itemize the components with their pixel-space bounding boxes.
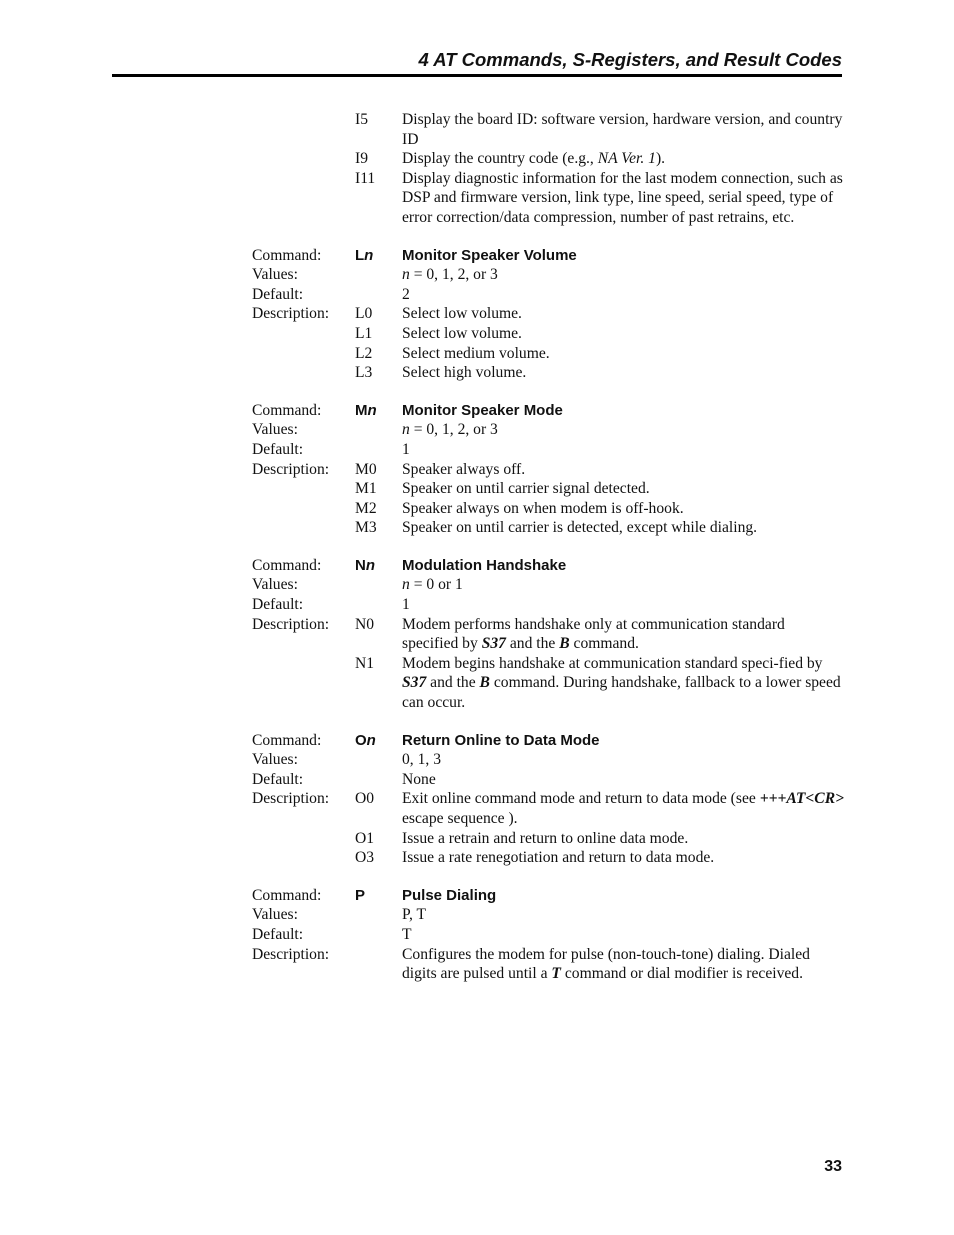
option-text: Display the country code (e.g., NA Ver. 1). [402, 150, 666, 168]
description-label: Description: [252, 790, 330, 808]
default-value: 1 [402, 440, 410, 458]
option-text: Select low volume. [402, 305, 522, 323]
option-code: L1 [355, 324, 373, 342]
command-block-m [252, 401, 844, 538]
option-code: O3 [355, 849, 375, 867]
values-text: n = 0, 1, 2, or 3 [402, 266, 498, 284]
item-row [252, 110, 844, 149]
continued-items [252, 110, 844, 228]
option-code: I11 [355, 169, 376, 187]
command-code: Mn [355, 401, 377, 419]
option-code: M2 [355, 499, 377, 517]
default-label: Default: [252, 285, 304, 303]
command-title: Return Online to Data Mode [402, 731, 600, 749]
values-label: Values: [252, 906, 298, 924]
default-value: 2 [402, 285, 410, 303]
default-label: Default: [252, 925, 304, 943]
option-code: M1 [355, 480, 377, 498]
command-label: Command: [252, 246, 322, 264]
description-label: Description: [252, 945, 330, 963]
option-code: N0 [355, 615, 375, 633]
command-code: P [355, 886, 366, 904]
item-row [252, 149, 844, 169]
default-value: None [402, 770, 436, 788]
default-value: T [402, 925, 412, 943]
default-label: Default: [252, 596, 304, 614]
option-text: Display diagnostic information for the last modem connection, such as DSP and firmware version, link type, line speed, serial speed, type of error correction/data compression, number of past retrains, etc. [402, 169, 843, 226]
command-label: Command: [252, 731, 322, 749]
running-header: 4 AT Commands, S-Registers, and Result Codes [418, 49, 842, 70]
command-code: On [355, 731, 376, 749]
values-label: Values: [252, 266, 298, 284]
option-text: Configures the modem for pulse (non-touch-tone) dialing. Dialed digits are pulsed until a T command or dial modifier is received. [402, 945, 810, 983]
option-code: L0 [355, 305, 373, 323]
description-label: Description: [252, 460, 330, 478]
command-code: Ln [355, 246, 374, 264]
command-title: Pulse Dialing [402, 886, 497, 904]
command-block-l [252, 246, 844, 383]
option-code: N1 [355, 654, 375, 672]
command-label: Command: [252, 401, 322, 419]
values-label: Values: [252, 421, 298, 439]
default-label: Default: [252, 440, 304, 458]
option-text: Exit online command mode and return to data mode (see +++AT<CR> escape sequence ). [402, 790, 844, 827]
option-text: Select low volume. [402, 324, 522, 342]
description-label: Description: [252, 615, 330, 633]
command-label: Command: [252, 886, 322, 904]
option-text: Speaker always off. [402, 460, 526, 478]
option-text: Select medium volume. [402, 344, 550, 362]
description-label: Description: [252, 305, 330, 323]
values-label: Values: [252, 576, 298, 594]
page-number: 33 [824, 1158, 842, 1175]
values-text: n = 0, 1, 2, or 3 [402, 421, 498, 439]
values-text: n = 0 or 1 [402, 576, 463, 594]
header-rule [112, 74, 842, 77]
option-code: M3 [355, 519, 377, 537]
item-row [252, 169, 844, 228]
default-label: Default: [252, 770, 304, 788]
option-text: Issue a retrain and return to online data mode. [402, 829, 689, 847]
command-block-p [252, 886, 844, 984]
values-label: Values: [252, 751, 298, 769]
command-title: Monitor Speaker Volume [402, 246, 577, 264]
option-text: Modem begins handshake at communication standard speci-fied by S37 and the B command. During handshake, fallback to a lower speed can occur. [402, 654, 841, 712]
option-text: Speaker on until carrier signal detected. [402, 480, 650, 498]
command-label: Command: [252, 556, 322, 574]
option-text: Display the board ID: software version, hardware version, and country ID [402, 111, 843, 148]
default-value: 1 [402, 596, 410, 614]
command-title: Monitor Speaker Mode [402, 401, 563, 419]
option-code: O0 [355, 790, 375, 808]
option-code: M0 [355, 460, 377, 478]
command-title: Modulation Handshake [402, 556, 567, 574]
command-block-o [252, 731, 844, 868]
option-text: Modem performs handshake only at communication standard specified by S37 and the B command. [402, 615, 785, 653]
values-text: P, T [402, 906, 426, 924]
option-text: Issue a rate renegotiation and return to data mode. [402, 849, 715, 867]
option-text: Speaker on until carrier is detected, except while dialing. [402, 519, 758, 537]
option-code: L2 [355, 344, 373, 362]
page-content [252, 110, 844, 1002]
command-block-n [252, 556, 844, 713]
option-code: O1 [355, 829, 375, 847]
option-text: Speaker always on when modem is off-hook. [402, 499, 684, 517]
option-code: L3 [355, 364, 373, 382]
values-text: 0, 1, 3 [402, 751, 441, 769]
option-code: I5 [355, 111, 368, 128]
command-code: Nn [355, 556, 376, 574]
option-code: I9 [355, 150, 368, 168]
option-text: Select high volume. [402, 364, 527, 382]
